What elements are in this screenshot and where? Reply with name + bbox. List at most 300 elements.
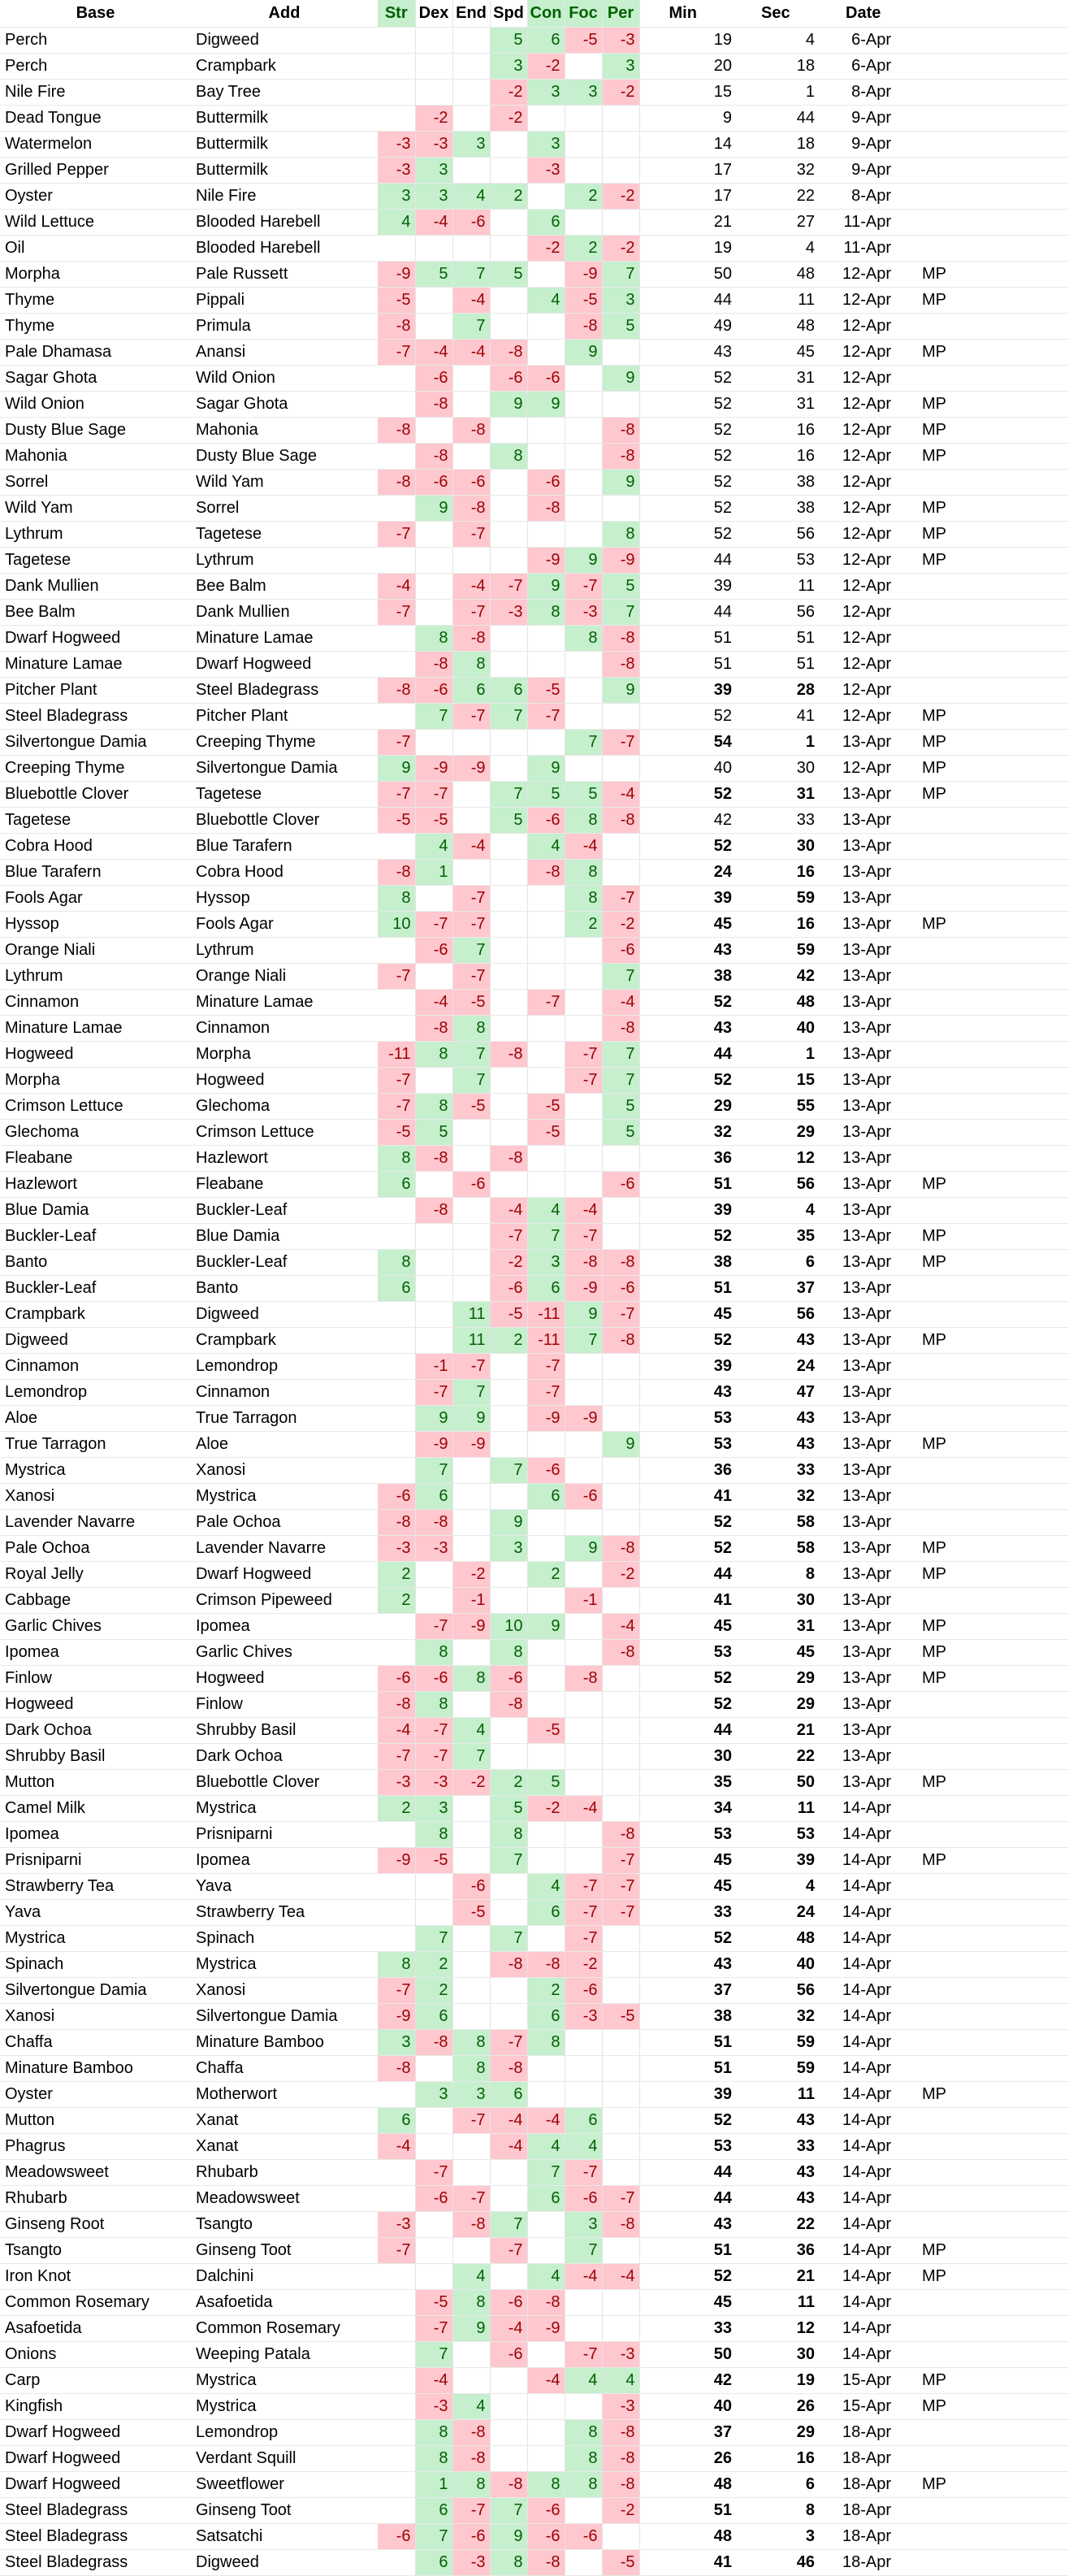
cell-dex [415, 1900, 452, 1926]
cell-spd: -8 [490, 340, 527, 366]
cell-dex [415, 1302, 452, 1328]
cell-end [452, 236, 490, 262]
cell-mp-flag [899, 2316, 980, 2342]
cell-foc [565, 756, 602, 782]
cell-mp-flag: MP [899, 1770, 980, 1796]
cell-end: -8 [452, 496, 490, 522]
cell-mp-flag: MP [899, 730, 980, 756]
cell-foc [565, 1432, 602, 1458]
cell-blank [980, 1120, 1069, 1146]
table-row [0, 158, 1069, 184]
cell-min: 53 [639, 1406, 737, 1432]
cell-base: Oil [0, 236, 191, 262]
cell-end: 4 [452, 184, 490, 210]
cell-base: Xanosi [0, 2004, 191, 2030]
cell-per [602, 2316, 639, 2342]
cell-foc [565, 1640, 602, 1666]
cell-add: Digweed [191, 2550, 378, 2576]
cell-foc [565, 2316, 602, 2342]
cell-date: 12-Apr [820, 626, 899, 652]
cell-date: 14-Apr [820, 2056, 899, 2082]
cell-date: 14-Apr [820, 1952, 899, 1978]
table-row [0, 834, 1069, 860]
cell-add: Lavender Navarre [191, 1536, 378, 1562]
cell-con [527, 444, 565, 470]
cell-sec: 31 [737, 392, 820, 418]
cell-dex: -7 [415, 1614, 452, 1640]
col-header-spd: Spd [490, 0, 527, 28]
cell-end: 7 [452, 1380, 490, 1406]
cell-min: 43 [639, 1952, 737, 1978]
table-row [0, 1848, 1069, 1874]
cell-add: Spinach [191, 1926, 378, 1952]
cell-base: Tagetese [0, 808, 191, 834]
table-row [0, 2108, 1069, 2134]
cell-blank [980, 1146, 1069, 1172]
cell-foc [565, 366, 602, 392]
cell-str: -8 [378, 418, 415, 444]
cell-sec: 29 [737, 1692, 820, 1718]
cell-base: Finlow [0, 1666, 191, 1692]
cell-blank [980, 1224, 1069, 1250]
cell-str: -7 [378, 730, 415, 756]
cell-date: 13-Apr [820, 1770, 899, 1796]
cell-add: Buttermilk [191, 132, 378, 158]
cell-spd: -2 [490, 80, 527, 106]
cell-blank [980, 2004, 1069, 2030]
cell-per [602, 132, 639, 158]
cell-foc [565, 1510, 602, 1536]
table-row [0, 2316, 1069, 2342]
cell-add: Verdant Squill [191, 2446, 378, 2472]
cell-add: Mystrica [191, 2394, 378, 2420]
table-row [0, 600, 1069, 626]
cell-base: Bluebottle Clover [0, 782, 191, 808]
cell-date: 13-Apr [820, 1068, 899, 1094]
table-row [0, 184, 1069, 210]
cell-per [602, 1510, 639, 1536]
cell-min: 37 [639, 2420, 737, 2446]
cell-end [452, 1484, 490, 1510]
cell-foc: 6 [565, 2108, 602, 2134]
cell-con [527, 1692, 565, 1718]
cell-end: -9 [452, 756, 490, 782]
cell-mp-flag: MP [899, 2082, 980, 2108]
cell-blank [980, 1952, 1069, 1978]
cell-add: Tsangto [191, 2212, 378, 2238]
cell-base: Hyssop [0, 912, 191, 938]
cell-min: 19 [639, 236, 737, 262]
cell-per: -8 [602, 444, 639, 470]
cell-con: -4 [527, 2108, 565, 2134]
cell-dex [415, 574, 452, 600]
table-row [0, 1614, 1069, 1640]
cell-base: Tagetese [0, 548, 191, 574]
cell-date: 14-Apr [820, 2134, 899, 2160]
col-header-add: Add [191, 0, 378, 28]
cell-con: -2 [527, 54, 565, 80]
cell-per [602, 1666, 639, 1692]
cell-con [527, 652, 565, 678]
cell-base: Royal Jelly [0, 1562, 191, 1588]
cell-dex [415, 2108, 452, 2134]
cell-mp-flag: MP [899, 1640, 980, 1666]
cell-foc [565, 2290, 602, 2316]
cell-foc: 8 [565, 886, 602, 912]
table-row [0, 1536, 1069, 1562]
cell-min: 40 [639, 756, 737, 782]
table-row [0, 1172, 1069, 1198]
col-header-sec: Sec [737, 0, 820, 28]
cell-spd [490, 730, 527, 756]
cell-con: -5 [527, 1718, 565, 1744]
cell-str [378, 704, 415, 730]
cell-con: 9 [527, 392, 565, 418]
cell-str: 6 [378, 1172, 415, 1198]
table-row [0, 756, 1069, 782]
cell-per: -8 [602, 1822, 639, 1848]
cell-sec: 24 [737, 1900, 820, 1926]
cell-add: Yava [191, 1874, 378, 1900]
cell-mp-flag [899, 210, 980, 236]
cell-blank [980, 2394, 1069, 2420]
cell-sec: 59 [737, 2030, 820, 2056]
cell-min: 52 [639, 704, 737, 730]
cell-sec: 39 [737, 1848, 820, 1874]
cell-date: 13-Apr [820, 834, 899, 860]
cell-end: 7 [452, 1068, 490, 1094]
cell-end: 4 [452, 1718, 490, 1744]
cell-per [602, 2056, 639, 2082]
cell-con: -5 [527, 678, 565, 704]
cell-spd [490, 626, 527, 652]
cell-mp-flag: MP [899, 1172, 980, 1198]
cell-str [378, 1432, 415, 1458]
cell-dex: -2 [415, 106, 452, 132]
cell-str: 8 [378, 1146, 415, 1172]
cell-add: Ipomea [191, 1614, 378, 1640]
cell-end [452, 730, 490, 756]
cell-str [378, 1354, 415, 1380]
cell-blank [980, 2108, 1069, 2134]
table-row [0, 1692, 1069, 1718]
cell-blank [980, 1016, 1069, 1042]
cell-spd: 7 [490, 704, 527, 730]
cell-min: 14 [639, 132, 737, 158]
cell-foc: 7 [565, 730, 602, 756]
cell-spd [490, 1744, 527, 1770]
table-row [0, 1146, 1069, 1172]
cell-date: 13-Apr [820, 1094, 899, 1120]
cell-min: 52 [639, 990, 737, 1016]
cell-sec: 58 [737, 1510, 820, 1536]
cell-base: Ginseng Root [0, 2212, 191, 2238]
cell-spd: -5 [490, 1302, 527, 1328]
cell-sec: 33 [737, 2134, 820, 2160]
cell-str: -7 [378, 522, 415, 548]
table-row [0, 2004, 1069, 2030]
cell-add: Mystrica [191, 1952, 378, 1978]
cell-foc [565, 1770, 602, 1796]
cell-end [452, 1224, 490, 1250]
cell-per: 7 [602, 964, 639, 990]
cell-add: Dwarf Hogweed [191, 652, 378, 678]
cell-blank [980, 600, 1069, 626]
cell-mp-flag [899, 2498, 980, 2524]
cell-blank [980, 964, 1069, 990]
cell-add: Crampbark [191, 1328, 378, 1354]
col-header-str: Str [378, 0, 415, 28]
cell-date: 13-Apr [820, 1146, 899, 1172]
cell-blank [980, 392, 1069, 418]
cell-str [378, 236, 415, 262]
cell-con [527, 106, 565, 132]
cell-blank [980, 2316, 1069, 2342]
cell-str [378, 1380, 415, 1406]
cell-sec: 1 [737, 730, 820, 756]
cell-str [378, 2316, 415, 2342]
cell-dex [415, 548, 452, 574]
cell-min: 52 [639, 1536, 737, 1562]
cell-str [378, 1224, 415, 1250]
cell-mp-flag: MP [899, 522, 980, 548]
cell-mp-flag [899, 1978, 980, 2004]
cell-spd [490, 1562, 527, 1588]
cell-con: 6 [527, 1484, 565, 1510]
cell-base: Cobra Hood [0, 834, 191, 860]
cell-dex [415, 1068, 452, 1094]
cell-sec: 32 [737, 2004, 820, 2030]
cell-foc: 9 [565, 340, 602, 366]
cell-sec: 27 [737, 210, 820, 236]
cell-date: 6-Apr [820, 54, 899, 80]
cell-date: 12-Apr [820, 678, 899, 704]
cell-blank [980, 1848, 1069, 1874]
cell-str: -8 [378, 470, 415, 496]
cell-mp-flag: MP [899, 2394, 980, 2420]
cell-end: -8 [452, 2212, 490, 2238]
cell-per [602, 496, 639, 522]
cell-str: 4 [378, 210, 415, 236]
cell-min: 19 [639, 28, 737, 54]
cell-spd [490, 496, 527, 522]
cell-add: Silvertongue Damia [191, 2004, 378, 2030]
cell-str: -8 [378, 2056, 415, 2082]
cell-per [602, 1796, 639, 1822]
cell-base: Onions [0, 2342, 191, 2368]
cell-dex: -4 [415, 340, 452, 366]
cell-base: Perch [0, 54, 191, 80]
cell-add: Blooded Harebell [191, 236, 378, 262]
cell-mp-flag [899, 2420, 980, 2446]
cell-end: 7 [452, 262, 490, 288]
cell-base: Ipomea [0, 1822, 191, 1848]
cell-per [602, 2290, 639, 2316]
cell-per: -7 [602, 886, 639, 912]
cell-con: -6 [527, 2524, 565, 2550]
cell-add: Orange Niali [191, 964, 378, 990]
cell-per: -8 [602, 808, 639, 834]
cell-min: 37 [639, 1978, 737, 2004]
cell-str: -6 [378, 1484, 415, 1510]
cell-min: 44 [639, 1718, 737, 1744]
cell-blank [980, 1666, 1069, 1692]
table-row [0, 1432, 1069, 1458]
cell-sec: 48 [737, 990, 820, 1016]
table-row [0, 860, 1069, 886]
cell-add: Xanosi [191, 1978, 378, 2004]
cell-per: -6 [602, 938, 639, 964]
cell-base: Lavender Navarre [0, 1510, 191, 1536]
cell-dex: -5 [415, 2290, 452, 2316]
cell-spd: -4 [490, 2316, 527, 2342]
cell-con [527, 1848, 565, 1874]
cell-mp-flag [899, 1120, 980, 1146]
cell-base: Ipomea [0, 1640, 191, 1666]
cell-end [452, 1146, 490, 1172]
cell-end: -7 [452, 964, 490, 990]
cell-mp-flag [899, 28, 980, 54]
cell-end [452, 28, 490, 54]
cell-mp-flag [899, 1380, 980, 1406]
cell-min: 50 [639, 2342, 737, 2368]
cell-mp-flag [899, 158, 980, 184]
cell-sec: 11 [737, 288, 820, 314]
cell-mp-flag [899, 1016, 980, 1042]
cell-date: 12-Apr [820, 522, 899, 548]
table-row [0, 262, 1069, 288]
cell-per [602, 1406, 639, 1432]
cell-base: Minature Bamboo [0, 2056, 191, 2082]
cell-base: Silvertongue Damia [0, 730, 191, 756]
cell-base: Oyster [0, 2082, 191, 2108]
cell-blank [980, 106, 1069, 132]
table-row [0, 782, 1069, 808]
cell-end [452, 444, 490, 470]
cell-per [602, 2030, 639, 2056]
cell-mp-flag [899, 314, 980, 340]
cell-foc [565, 1094, 602, 1120]
cell-dex: 6 [415, 1484, 452, 1510]
cell-dex: -4 [415, 2368, 452, 2394]
cell-date: 14-Apr [820, 2082, 899, 2108]
cell-min: 45 [639, 1614, 737, 1640]
cell-min: 52 [639, 418, 737, 444]
cell-dex: -3 [415, 1770, 452, 1796]
cell-dex: -1 [415, 1354, 452, 1380]
cell-sec: 50 [737, 1770, 820, 1796]
cell-dex: 4 [415, 834, 452, 860]
cell-sec: 41 [737, 704, 820, 730]
cell-mp-flag: MP [899, 704, 980, 730]
cell-end [452, 2134, 490, 2160]
cell-str [378, 990, 415, 1016]
cell-con [527, 1640, 565, 1666]
cell-min: 42 [639, 808, 737, 834]
cell-date: 13-Apr [820, 912, 899, 938]
cell-add: Tagetese [191, 782, 378, 808]
cell-str: -7 [378, 600, 415, 626]
cell-con: -7 [527, 704, 565, 730]
cell-spd: 9 [490, 2524, 527, 2550]
cell-con: 2 [527, 1978, 565, 2004]
cell-min: 38 [639, 2004, 737, 2030]
cell-per: 8 [602, 522, 639, 548]
cell-foc: -7 [565, 2342, 602, 2368]
cell-dex [415, 1874, 452, 1900]
cell-con [527, 626, 565, 652]
cell-dex: -3 [415, 2394, 452, 2420]
cell-foc [565, 1172, 602, 1198]
cell-min: 30 [639, 1744, 737, 1770]
cell-base: Spinach [0, 1952, 191, 1978]
cell-con [527, 1172, 565, 1198]
cell-add: Pippali [191, 288, 378, 314]
cell-dex: 8 [415, 1042, 452, 1068]
cell-str: -3 [378, 2212, 415, 2238]
cell-spd: 6 [490, 2082, 527, 2108]
cell-con: 3 [527, 1250, 565, 1276]
cell-end: -4 [452, 340, 490, 366]
cell-sec: 44 [737, 106, 820, 132]
cell-foc [565, 522, 602, 548]
cell-per: 3 [602, 288, 639, 314]
cell-blank [980, 470, 1069, 496]
cell-str [378, 1614, 415, 1640]
cell-per [602, 210, 639, 236]
cell-str: -7 [378, 1744, 415, 1770]
cell-per: -4 [602, 782, 639, 808]
cell-mp-flag: MP [899, 418, 980, 444]
cell-add: Minature Lamae [191, 990, 378, 1016]
cell-base: Creeping Thyme [0, 756, 191, 782]
cell-str [378, 938, 415, 964]
table-row [0, 2030, 1069, 2056]
cell-spd [490, 1120, 527, 1146]
cell-str [378, 626, 415, 652]
cell-per: 4 [602, 2368, 639, 2394]
cell-dex: -6 [415, 678, 452, 704]
cell-sec: 11 [737, 2290, 820, 2316]
cell-blank [980, 1354, 1069, 1380]
cell-date: 14-Apr [820, 1900, 899, 1926]
cell-blank [980, 574, 1069, 600]
cell-min: 51 [639, 2056, 737, 2082]
cell-per: 7 [602, 1068, 639, 1094]
cell-per [602, 860, 639, 886]
cell-foc [565, 990, 602, 1016]
cell-spd: 9 [490, 1510, 527, 1536]
cell-end: 11 [452, 1302, 490, 1328]
cell-per [602, 340, 639, 366]
cell-add: Cobra Hood [191, 860, 378, 886]
cell-base: Cinnamon [0, 1354, 191, 1380]
cell-end: -5 [452, 1900, 490, 1926]
cell-add: Sagar Ghota [191, 392, 378, 418]
cell-blank [980, 548, 1069, 574]
cell-add: Lemondrop [191, 2420, 378, 2446]
cell-add: Buttermilk [191, 158, 378, 184]
cell-str: -7 [378, 1094, 415, 1120]
table-row [0, 1120, 1069, 1146]
cell-per [602, 756, 639, 782]
cell-blank [980, 1328, 1069, 1354]
cell-mp-flag [899, 886, 980, 912]
cell-blank [980, 1250, 1069, 1276]
cell-con: -7 [527, 990, 565, 1016]
cell-add: Tagetese [191, 522, 378, 548]
cell-dex: -7 [415, 1718, 452, 1744]
